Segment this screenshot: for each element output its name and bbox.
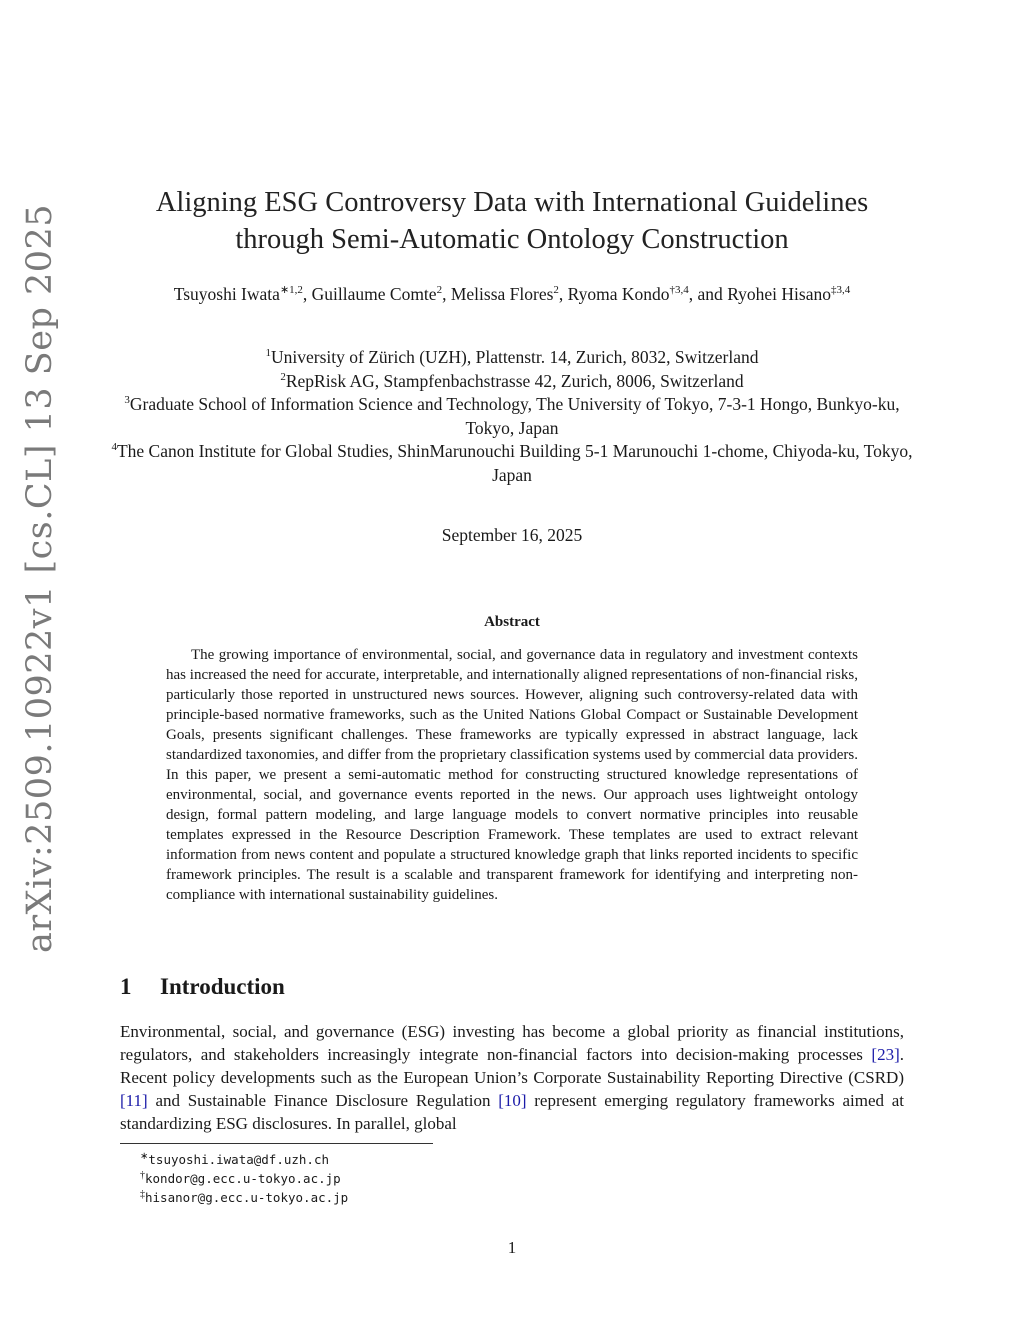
publication-date: September 16, 2025 — [441, 525, 583, 545]
section-heading-introduction — [120, 974, 285, 1000]
paper-title-line-1: Aligning ESG Controversy Data with International Guidelines — [155, 187, 869, 218]
section-title: Introduction — [160, 974, 285, 999]
citation-link[interactable]: [23] — [871, 1045, 900, 1064]
author: Tsuyoshi Iwata$^{∗1,2}$ — [173, 284, 303, 304]
footnote-list — [140, 1150, 348, 1207]
paper-title — [0, 184, 1024, 258]
abstract-heading: Abstract — [484, 614, 540, 630]
affiliation: $^4$The Canon Institute for Global Studies, ShinMarunouchi Building 5-1 Marunouchi 1-chome, Chiyoda-ku, Tokyo, Japan — [111, 441, 913, 485]
author-list: Tsuyoshi Iwata$^{∗1,2}$, Guillaume Comte$^2$, Melissa Flores$^2$, Ryoma Kondo$^{\dagger 3,4}$, and Ryohei Hisano$^{\ddagger 3,4}$ — [173, 284, 851, 304]
author: Ryoma Kondo$^{\dagger 3,4}$ — [567, 284, 689, 304]
affiliation: $^3$Graduate School of Information Science and Technology, The University of Tokyo, 7-3-1 Hongo, Bunkyo-ku, Tokyo, Japan — [124, 394, 900, 438]
affiliation: $^2$RepRisk AG, Stampfenbachstrasse 42, Zurich, 8006, Switzerland — [280, 370, 744, 391]
introduction-paragraph: Environmental, social, and governance (ESG) investing has become a global priority as financial institutions, regulators, and stakeholders increasingly integrate non-financial factors into decision-making processes [23]. Recent policy developments such as the European Union’s Corporate Sustainability Reporting Directive (CSRD) [11] and Sustainable Finance Disclosure Regulation [10] represent emerging regulatory frameworks aimed at standardizing ESG disclosures. In parallel, global — [120, 1022, 904, 1133]
author: Guillaume Comte$^2$ — [311, 284, 443, 304]
footnote-divider — [120, 1143, 433, 1144]
abstract-text: The growing importance of environmental, social, and governance data in regulatory and investment contexts has increased the need for accurate, interpretable, and internationally aligned representations of non-financial risks, particularly those reported in unstructured news sources. However, aligning such controversy-related data with principle-based normative frameworks, such as the United Nations Global Compact or Sustainable Development Goals, presents significant challenges. These frameworks are typically expressed in abstract language, lack standardized taxonomies, and differ from the proprietary classification systems used by commercial data providers. In this paper, we present a semi-automatic method for constructing structured knowledge representations of environmental, social, and governance events reported in the news. Our approach uses lightweight ontology design, formal pattern modeling, and large language models to convert normative principles into reusable templates expressed in the Resource Description Framework. These templates are used to extract relevant information from news content and populate a structured knowledge graph that links reported incidents to specific framework principles. The result is a scalable and transparent framework for identifying and interpreting non-compliance with international sustainability guidelines. — [166, 647, 858, 903]
footnote: †kondor@g.ecc.u-tokyo.ac.jp — [140, 1170, 341, 1186]
author: Melissa Flores$^2$ — [450, 284, 559, 304]
footnote: ‡hisanor@g.ecc.u-tokyo.ac.jp — [140, 1189, 349, 1205]
page-number: 1 — [507, 1238, 517, 1257]
paper-title-line-2: through Semi-Automatic Ontology Construction — [235, 224, 789, 255]
author: Ryohei Hisano$^{\ddagger 3,4}$ — [727, 284, 851, 304]
citation-link[interactable]: [10] — [498, 1091, 527, 1110]
arxiv-identifier-stamp: arXiv:2509.10922v1 [cs.CL] 13 Sep 2025 — [20, 203, 60, 953]
section-number: 1 — [120, 974, 132, 999]
citation-link[interactable]: [11] — [120, 1091, 148, 1110]
affiliation: $^1$University of Zürich (UZH), Plattenstr. 14, Zurich, 8032, Switzerland — [265, 347, 759, 367]
affiliation-list — [110, 346, 914, 487]
footnote: ∗tsuyoshi.iwata@df.uzh.ch — [140, 1151, 330, 1167]
